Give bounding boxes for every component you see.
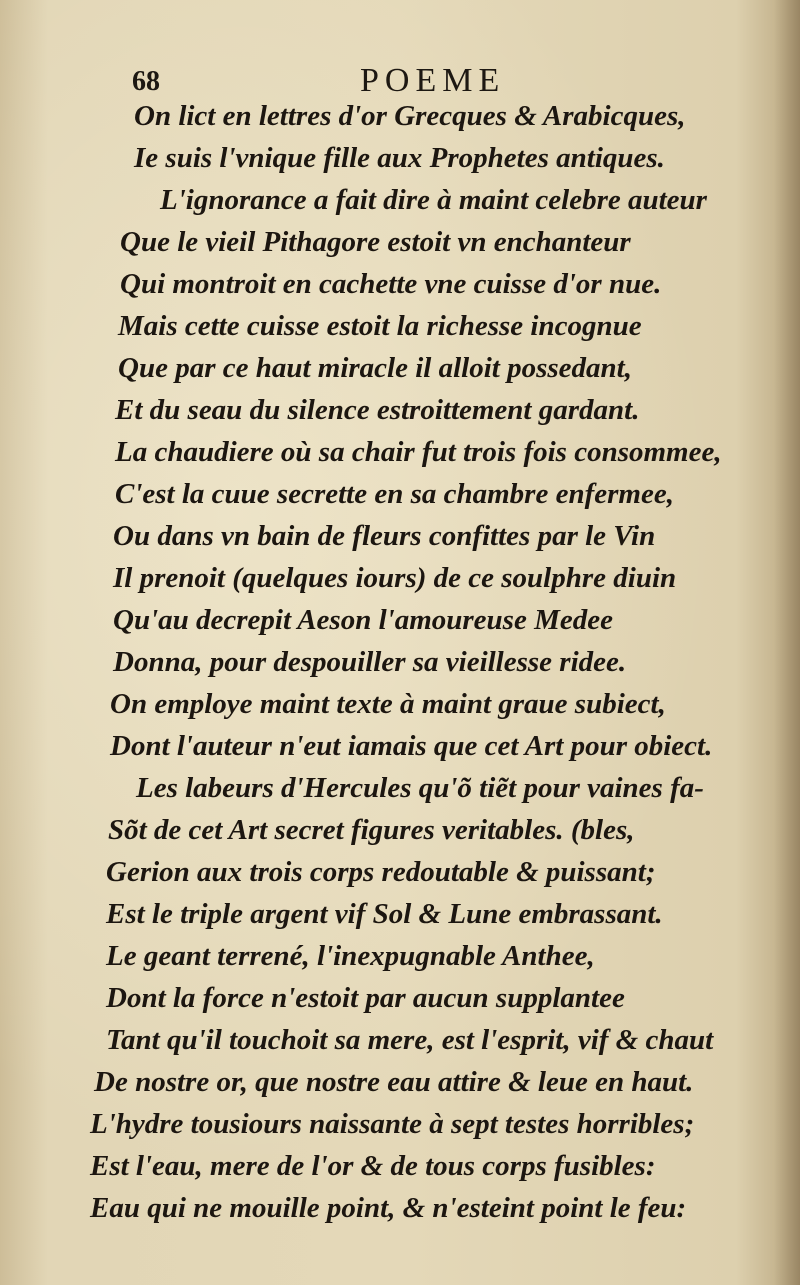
verse-line: La chaudiere où sa chair fut trois fois consommee, (115, 436, 722, 468)
verse-line: Et du seau du silence estroittement gardant. (115, 394, 640, 426)
verse-line: Mais cette cuisse estoit la richesse incognue (118, 310, 642, 342)
spine-shadow (774, 0, 800, 1285)
page-header (132, 62, 552, 102)
verse-line: On employe maint texte à maint graue subiect, (110, 688, 666, 720)
verse-line: Qui montroit en cachette vne cuisse d'or nue. (120, 268, 662, 300)
verse-line: On lict en lettres d'or Grecques & Arabicques, (134, 100, 686, 132)
verse-line: Les labeurs d'Hercules qu'õ tiẽt pour vaines fa- (136, 772, 704, 804)
verse-line: L'hydre tousiours naissante à sept testes horribles; (90, 1108, 695, 1140)
verse-line: C'est la cuue secrette en sa chambre enfermee, (115, 478, 674, 510)
verse-line: Qu'au decrepit Aeson l'amoureuse Medee (113, 604, 613, 636)
verse-line: De nostre or, que nostre eau attire & leue en haut. (94, 1066, 694, 1098)
verse-line: Est l'eau, mere de l'or & de tous corps fusibles: (90, 1150, 656, 1182)
verse-line: L'ignorance a fait dire à maint celebre auteur (160, 184, 707, 216)
verse-line: Que le vieil Pithagore estoit vn enchanteur (120, 226, 631, 258)
page-number: 68 (132, 66, 160, 97)
verse-line: Dont la force n'estoit par aucun supplantee (106, 982, 625, 1014)
verse-line: Sõt de cet Art secret figures veritables. (bles, (108, 814, 635, 846)
running-title: POEME (360, 62, 506, 99)
verse-line: Est le triple argent vif Sol & Lune embrassant. (106, 898, 663, 930)
verse-line: Eau qui ne mouille point, & n'esteint point le feu: (90, 1192, 687, 1224)
verse-line: Le geant terrené, l'inexpugnable Anthee, (106, 940, 595, 972)
verse-line: Il prenoit (quelques iours) de ce soulphre diuin (113, 562, 677, 594)
verse-line: Dont l'auteur n'eut iamais que cet Art pour obiect. (110, 730, 713, 762)
verse-line: Que par ce haut miracle il alloit possedant, (118, 352, 632, 384)
verse-line: Ie suis l'vnique fille aux Prophetes antiques. (134, 142, 665, 174)
verse-line: Gerion aux trois corps redoutable & puissant; (106, 856, 656, 888)
verse-line: Donna, pour despouiller sa vieillesse ridee. (113, 646, 627, 678)
verse-line: Ou dans vn bain de fleurs confittes par le Vin (113, 520, 656, 552)
verse-line: Tant qu'il touchoit sa mere, est l'esprit, vif & chaut (106, 1024, 714, 1056)
